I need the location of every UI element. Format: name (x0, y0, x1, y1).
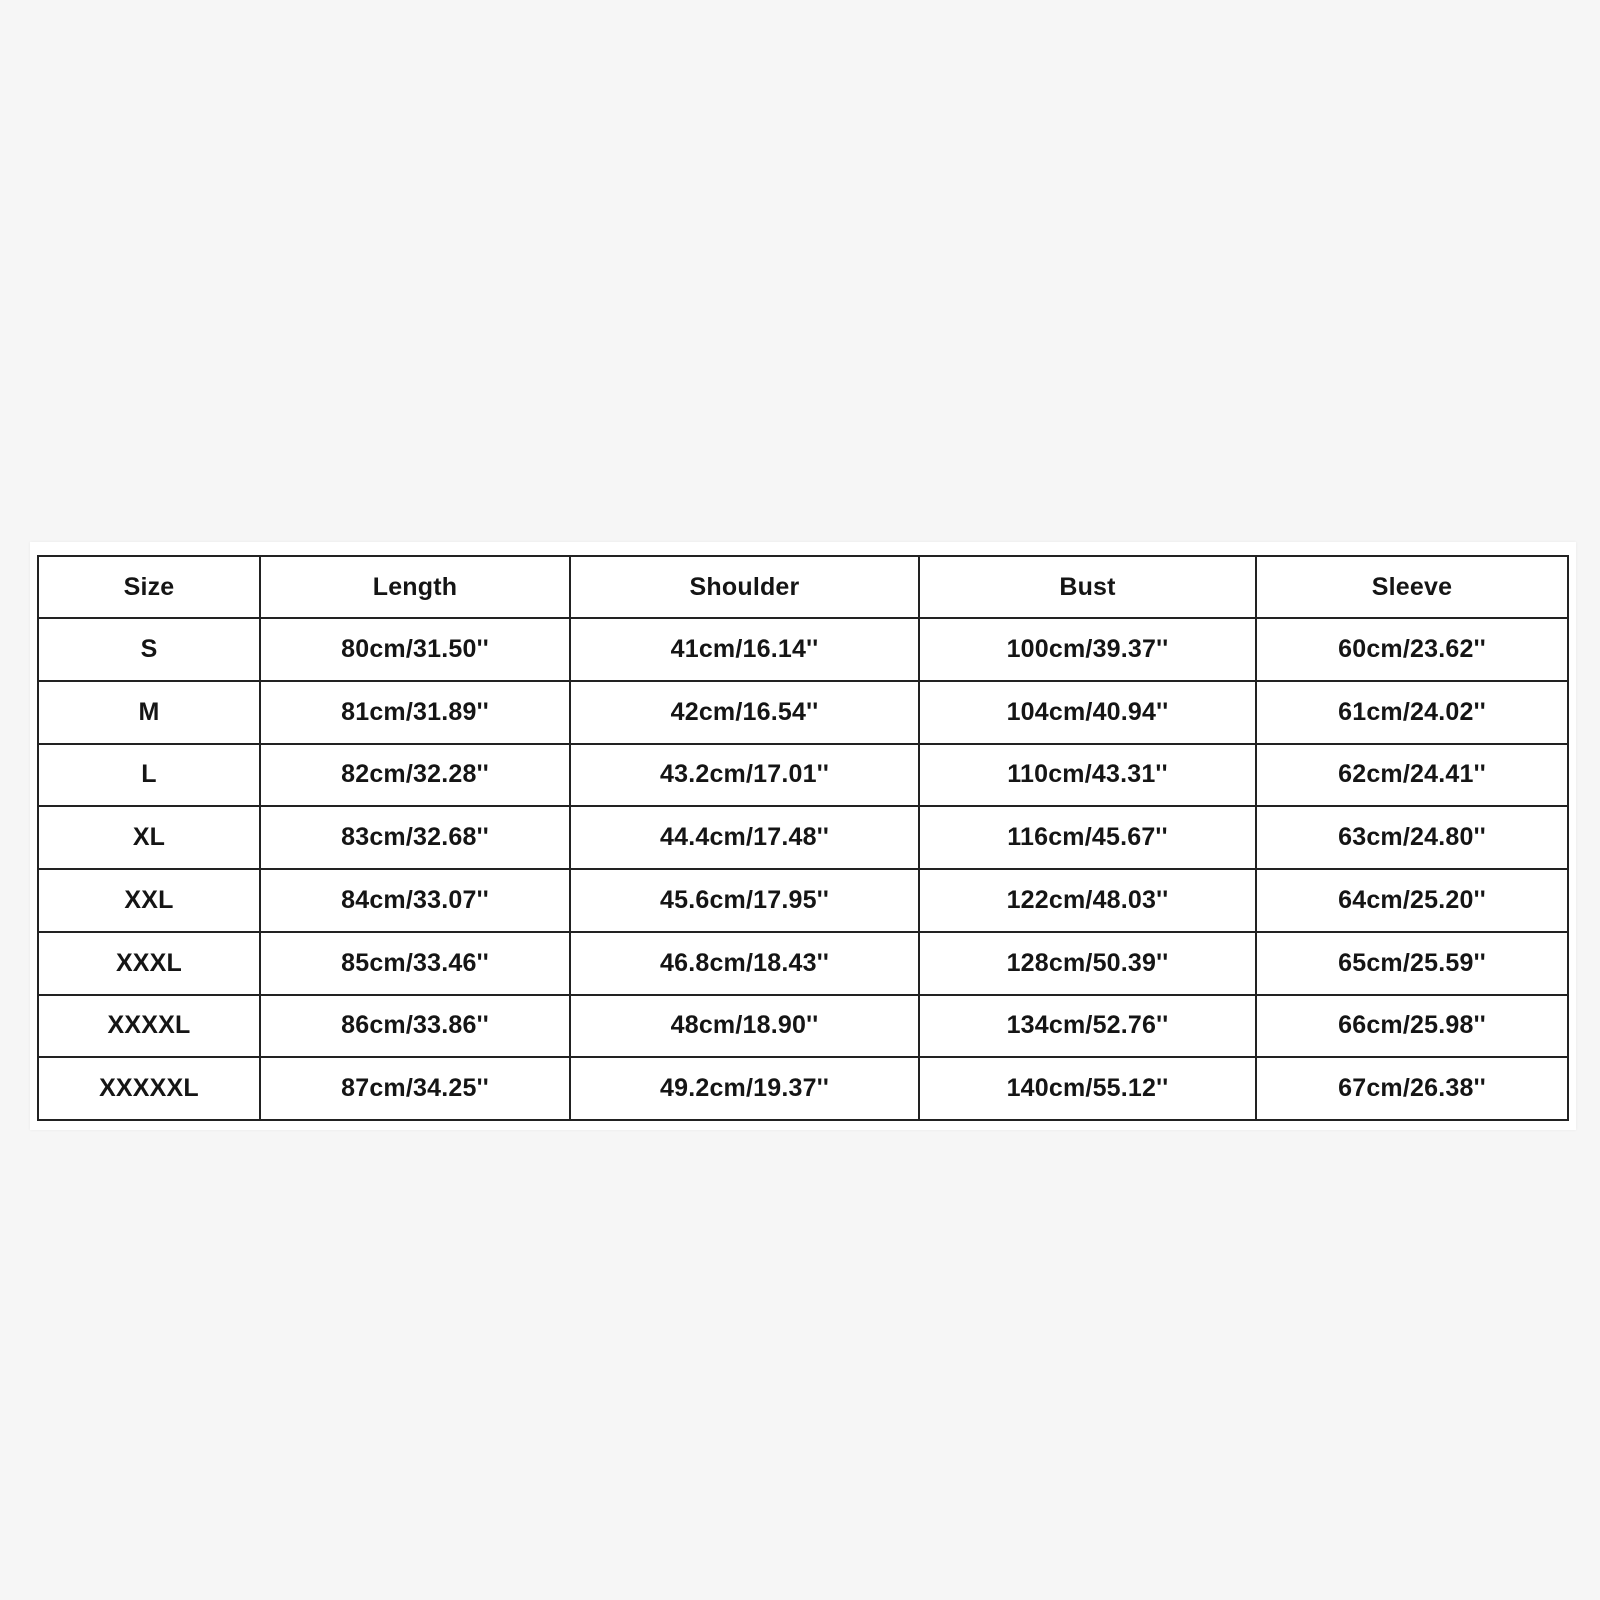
cell-shoulder: 42cm/16.54'' (570, 681, 919, 744)
size-chart-table (37, 555, 1569, 1121)
cell-sleeve: 67cm/26.38'' (1256, 1057, 1568, 1120)
cell-bust: 116cm/45.67'' (919, 806, 1256, 869)
size-chart-card (30, 542, 1576, 1130)
cell-size: XXXXL (38, 995, 260, 1058)
header-sleeve: Sleeve (1256, 556, 1568, 618)
cell-length: 87cm/34.25'' (260, 1057, 570, 1120)
header-shoulder: Shoulder (570, 556, 919, 618)
header-row (38, 556, 1568, 618)
table-row (38, 806, 1568, 869)
cell-size: XL (38, 806, 260, 869)
cell-length: 80cm/31.50'' (260, 618, 570, 681)
cell-bust: 134cm/52.76'' (919, 995, 1256, 1058)
cell-shoulder: 46.8cm/18.43'' (570, 932, 919, 995)
cell-shoulder: 43.2cm/17.01'' (570, 744, 919, 807)
table-row (38, 618, 1568, 681)
table-row (38, 869, 1568, 932)
cell-sleeve: 60cm/23.62'' (1256, 618, 1568, 681)
cell-length: 83cm/32.68'' (260, 806, 570, 869)
cell-size: S (38, 618, 260, 681)
cell-sleeve: 61cm/24.02'' (1256, 681, 1568, 744)
table-row (38, 681, 1568, 744)
table-row (38, 932, 1568, 995)
cell-bust: 140cm/55.12'' (919, 1057, 1256, 1120)
cell-sleeve: 63cm/24.80'' (1256, 806, 1568, 869)
cell-bust: 100cm/39.37'' (919, 618, 1256, 681)
cell-bust: 104cm/40.94'' (919, 681, 1256, 744)
cell-sleeve: 62cm/24.41'' (1256, 744, 1568, 807)
cell-bust: 110cm/43.31'' (919, 744, 1256, 807)
cell-size: XXXXXL (38, 1057, 260, 1120)
table-row (38, 744, 1568, 807)
cell-length: 82cm/32.28'' (260, 744, 570, 807)
cell-length: 85cm/33.46'' (260, 932, 570, 995)
cell-sleeve: 64cm/25.20'' (1256, 869, 1568, 932)
cell-shoulder: 45.6cm/17.95'' (570, 869, 919, 932)
cell-sleeve: 65cm/25.59'' (1256, 932, 1568, 995)
cell-length: 86cm/33.86'' (260, 995, 570, 1058)
cell-sleeve: 66cm/25.98'' (1256, 995, 1568, 1058)
cell-size: L (38, 744, 260, 807)
table-row (38, 995, 1568, 1058)
cell-shoulder: 44.4cm/17.48'' (570, 806, 919, 869)
cell-shoulder: 41cm/16.14'' (570, 618, 919, 681)
cell-bust: 122cm/48.03'' (919, 869, 1256, 932)
table-row (38, 1057, 1568, 1120)
cell-shoulder: 48cm/18.90'' (570, 995, 919, 1058)
cell-size: M (38, 681, 260, 744)
cell-length: 81cm/31.89'' (260, 681, 570, 744)
header-bust: Bust (919, 556, 1256, 618)
cell-bust: 128cm/50.39'' (919, 932, 1256, 995)
cell-shoulder: 49.2cm/19.37'' (570, 1057, 919, 1120)
cell-length: 84cm/33.07'' (260, 869, 570, 932)
header-length: Length (260, 556, 570, 618)
header-size: Size (38, 556, 260, 618)
cell-size: XXXL (38, 932, 260, 995)
cell-size: XXL (38, 869, 260, 932)
